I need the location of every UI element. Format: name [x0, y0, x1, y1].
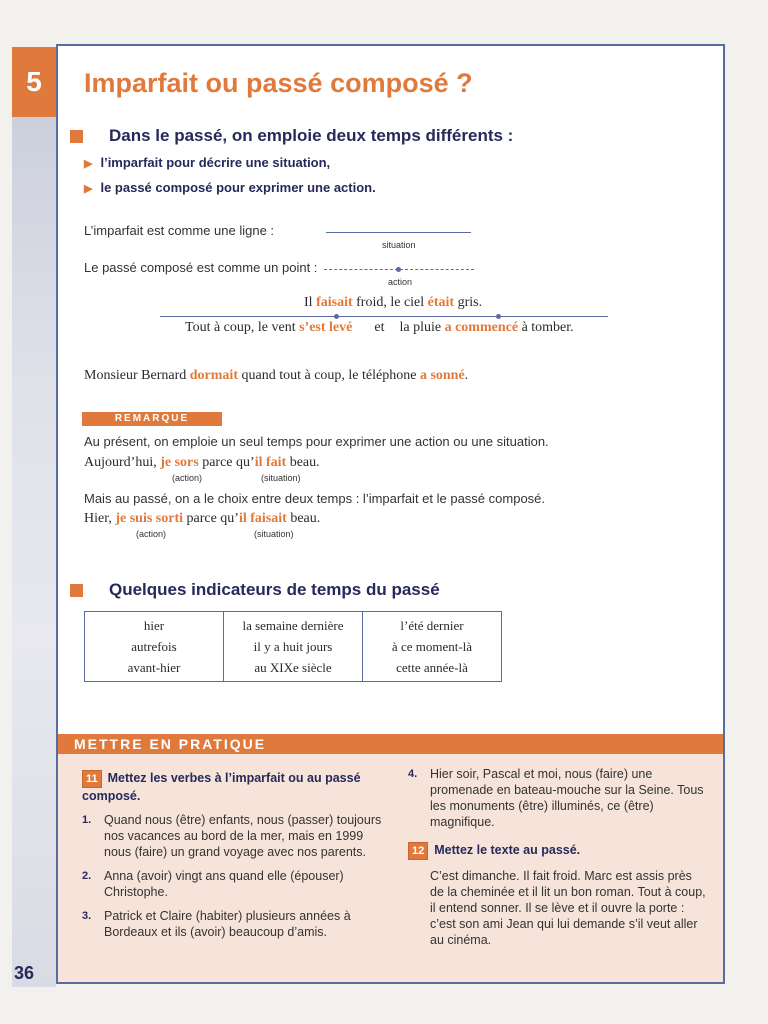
remarque-tag-action-2: (action) [136, 529, 167, 539]
bullet-imparfait: ▶ l’imparfait pour décrire une situation, [84, 155, 331, 170]
exercise-11 [82, 770, 382, 940]
sidebar-band [12, 117, 56, 987]
exercise-12-text: C’est dimanche. Il fait froid. Marc est assis près de la cheminée et il lit un bon roman. Tout à coup, il entend sonner. Il se lève et il ouvre la porte : c’est son ami Jean qui lui demande s’il veut aller au cinéma. [430, 869, 706, 947]
table-cell: la semaine dernière il y a huit jours au XIXe siècle [224, 612, 363, 682]
diagram-point-text: Le passé composé est comme un point : [84, 260, 318, 275]
exercise-11-continued [408, 766, 706, 948]
timeline [160, 316, 608, 317]
remarque-example-1: Aujourd’hui, je sors parce qu’il fait beau. [84, 455, 320, 470]
exercise-11-instruction: 11 Mettez les verbes à l’imparfait ou au passé composé. [82, 771, 361, 803]
triangle-bullet-icon: ▶ [84, 158, 93, 170]
situation-label: situation [382, 240, 416, 250]
example-bernard: Monsieur Bernard dormait quand tout à coup, le téléphone a sonné. [84, 368, 469, 383]
remarque-line-1: Au présent, on emploie un seul temps pour exprimer une action ou une situation. [84, 434, 549, 449]
list-item: 1. Quand nous (être) enfants, nous (passer) toujours nos vacances au bord de la mer, mais en 1999 nous (faire) un grand voyage avec nos parents. [82, 813, 382, 859]
remarque-label: REMARQUE [82, 412, 222, 426]
example-passe-compose: Tout à coup, le vent s’est levé et la pluie a commencé à tomber. [185, 320, 574, 335]
section-heading-indicators: Quelques indicateurs de temps du passé [84, 580, 440, 600]
remarque-tag-action-1: (action) [172, 473, 203, 483]
list-item: 4. Hier soir, Pascal et moi, nous (faire) une promenade en bateau-mouche sur la Seine. Tous les monuments (être) illuminés, ce (être) magnifique. [408, 767, 704, 829]
practice-area [58, 754, 725, 984]
time-indicators-table [84, 611, 502, 682]
practice-banner: METTRE EN PRATIQUE [58, 734, 725, 754]
list-item: 2. Anna (avoir) vingt ans quand elle (épouser) Christophe. [82, 869, 344, 899]
diagram-line-text: L’imparfait est comme une ligne : [84, 223, 275, 238]
exercise-12-instruction: 12 Mettez le texte au passé. [408, 842, 706, 860]
exercise-number: 12 [408, 842, 428, 860]
chapter-number-tab [12, 47, 56, 117]
remarque-tag-situation-2: (situation) [254, 529, 294, 539]
square-marker-icon [70, 130, 83, 143]
chapter-number: 5 [26, 66, 42, 97]
action-label: action [388, 277, 413, 287]
list-item: 3. Patrick et Claire (habiter) plusieurs années à Bordeaux et ils (avoir) beaucoup d’amis. [82, 909, 351, 939]
table-cell: l’été dernier à ce moment-là cette année-là [363, 612, 502, 682]
bullet-passe-compose: ▶ le passé composé pour exprimer une action. [84, 180, 376, 195]
section-heading-tenses: Dans le passé, on emploie deux temps différents : [84, 126, 513, 146]
table-cell: hier autrefois avant-hier [85, 612, 224, 682]
square-marker-icon [70, 584, 83, 597]
exercise-number: 11 [82, 770, 102, 788]
action-point [396, 267, 401, 272]
remarque-example-2: Hier, je suis sorti parce qu’il faisait beau. [84, 511, 321, 526]
example-imparfait: Il faisait froid, le ciel était gris. [304, 295, 483, 310]
situation-line [326, 232, 471, 233]
timeline-point-2 [496, 314, 501, 319]
page-content [56, 44, 725, 984]
page-number: 36 [14, 963, 35, 983]
triangle-bullet-icon: ▶ [84, 183, 93, 195]
timeline-point-1 [334, 314, 339, 319]
page-title: Imparfait ou passé composé ? [84, 68, 473, 98]
remarque-tag-situation-1: (situation) [261, 473, 301, 483]
remarque-line-2: Mais au passé, on a le choix entre deux temps : l’imparfait et le passé composé. [84, 491, 546, 506]
